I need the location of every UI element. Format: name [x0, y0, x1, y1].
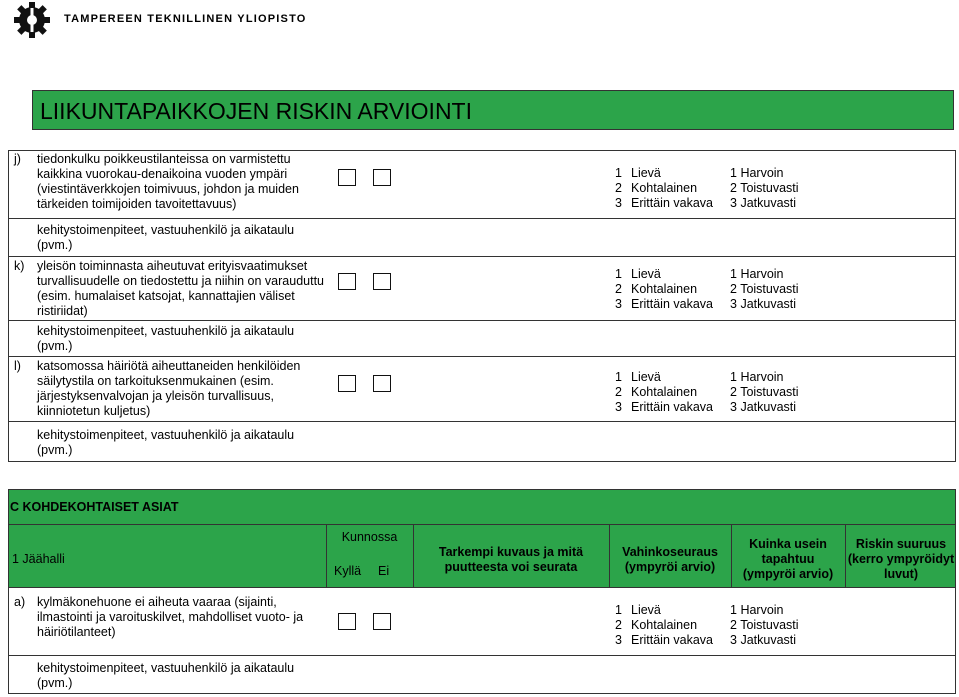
ei-checkbox[interactable] — [373, 375, 391, 392]
col-damage: Vahinkoseuraus (ympyröi arvio) — [622, 545, 718, 574]
col-description: Tarkempi kuvaus ja mitä puutteesta voi seurata — [438, 545, 584, 574]
col-frequency: Kuinka usein tapahtuu (ympyröi arvio) — [742, 537, 834, 581]
logo-text: TAMPEREEN TEKNILLINEN YLIOPISTO — [64, 13, 307, 25]
col-risk: Riskin suuruus (kerro ympyröidyt luvut) — [847, 537, 955, 581]
followup-label: kehitystoimenpiteet, vastuuhenkilö ja aikataulu (pvm.) — [37, 428, 295, 457]
header-divider — [9, 524, 955, 525]
severity-options: 1 Lievä 2 Kohtalainen 3 Erittäin vakava — [615, 370, 713, 414]
row-divider — [8, 356, 956, 357]
ei-checkbox[interactable] — [373, 169, 391, 186]
frequency-options: 1 Harvoin 2 Toistuvasti 3 Jatkuvasti — [730, 370, 799, 414]
ei-checkbox[interactable] — [373, 613, 391, 630]
ei-checkbox[interactable] — [373, 273, 391, 290]
frequency-options: 1 Harvoin 2 Toistuvasti 3 Jatkuvasti — [730, 267, 799, 311]
col-kylla: Kyllä — [334, 564, 362, 578]
col-ei: Ei — [378, 564, 390, 578]
row-letter: j) — [14, 152, 21, 166]
frequency-options: 1 Harvoin 2 Toistuvasti 3 Jatkuvasti — [730, 166, 799, 210]
severity-options: 1 Lievä 2 Kohtalainen 3 Erittäin vakava — [615, 267, 713, 311]
gear-icon — [14, 2, 50, 38]
row-text: tiedonkulku poikkeustilanteissa on varmistettu kaikkina vuorokau-denaikoina vuoden ympäri (viestintäverkkojen toimivuus, johdon ja muiden tärkeiden toimijoiden tavoitettavuus) — [37, 152, 299, 211]
row-text: kylmäkonehuone ei aiheuta vaaraa (sijainti, ilmastointi ja varoituskilvet, mahdolliset vuoto- ja häiriötilanteet) — [37, 595, 304, 639]
section-c-header — [8, 489, 956, 588]
severity-options: 1 Lievä 2 Kohtalainen 3 Erittäin vakava — [615, 603, 713, 647]
kylla-checkbox[interactable] — [338, 169, 356, 186]
subsection-title: 1 Jäähalli — [12, 552, 65, 566]
row-text: katsomossa häiriötä aiheuttaneiden henkilöiden säilytystila on tarkoituksenmukainen (esim. järjestyksenvalvojan ja yleisön turvallisuus, kiinniotetun kuljetus) — [37, 359, 301, 418]
followup-label: kehitystoimenpiteet, vastuuhenkilö ja aikataulu (pvm.) — [37, 661, 295, 690]
kylla-checkbox[interactable] — [338, 375, 356, 392]
row-divider — [8, 256, 956, 257]
col-kunnossa: Kunnossa — [341, 530, 398, 544]
row-divider — [8, 421, 956, 422]
row-letter: l) — [14, 359, 21, 373]
followup-label: kehitystoimenpiteet, vastuuhenkilö ja aikataulu (pvm.) — [37, 324, 295, 353]
frequency-options: 1 Harvoin 2 Toistuvasti 3 Jatkuvasti — [730, 603, 799, 647]
page-title: LIIKUNTAPAIKKOJEN RISKIN ARVIOINTI — [40, 98, 472, 124]
title-bar — [32, 90, 954, 130]
row-letter: a) — [14, 595, 26, 609]
row-letter: k) — [14, 259, 25, 273]
kylla-checkbox[interactable] — [338, 613, 356, 630]
row-divider — [8, 218, 956, 219]
row-divider — [8, 655, 956, 656]
row-divider — [8, 320, 956, 321]
row-text: yleisön toiminnasta aiheutuvat erityisvaatimukset turvallisuudelle on tiedostettu ja niihin on varauduttu (esim. humalaiset katsojat, kannattajien väliset ristiriidat) — [37, 259, 324, 318]
section-c-title: C KOHDEKOHTAISET ASIAT — [10, 500, 179, 514]
severity-options: 1 Lievä 2 Kohtalainen 3 Erittäin vakava — [615, 166, 713, 210]
followup-label: kehitystoimenpiteet, vastuuhenkilö ja aikataulu (pvm.) — [37, 223, 295, 252]
kylla-checkbox[interactable] — [338, 273, 356, 290]
